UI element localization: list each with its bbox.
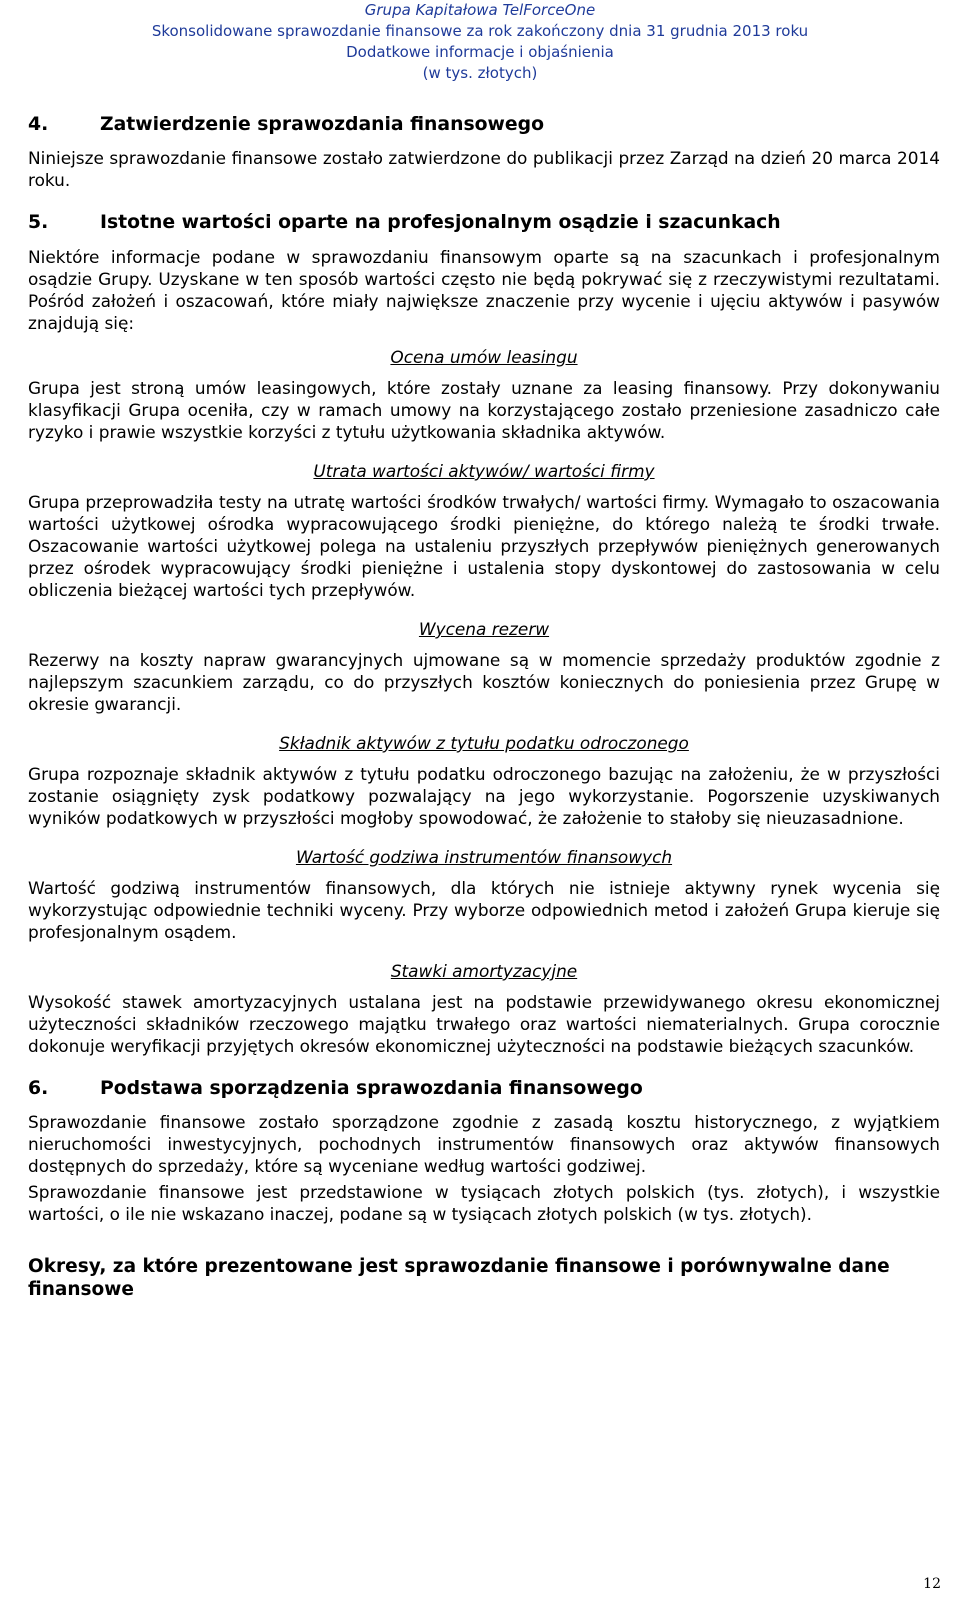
page-content (28, 113, 940, 1301)
section-number: 4. (28, 114, 49, 135)
subsection-title-impairment: Utrata wartości aktywów/ wartości firmy (313, 461, 655, 481)
section-6-text-2: Sprawozdanie finansowe jest przedstawione w tysiącach złotych polskich (tys. złotych), i wszystkie wartości, o ile nie wskazano inaczej, podane są w tysiącach złotych polskich (w tys. złotych). (28, 1182, 940, 1224)
periods-heading: Okresy, za które prezentowane jest sprawozdanie finansowe i porównywalne dane finansowe (28, 1256, 890, 1300)
subsection-text-leasing: Grupa jest stroną umów leasingowych, które zostały uznane za leasing finansowy. Przy dokonywaniu klasyfikacji Grupa oceniła, czy w ramach umowy na korzystającego zostało przeniesione zasadniczo całe ryzyko i prawie wszystkie korzyści z tytułu użytkowania składnika aktywów. (28, 378, 940, 442)
header-subtitle: Dodatkowe informacje i objaśnienia (346, 43, 614, 61)
section-number: 6. (28, 1078, 49, 1099)
section-title: Zatwierdzenie sprawozdania finansowego (100, 114, 544, 135)
subsection-title-fair-value: Wartość godziwa instrumentów finansowych (295, 847, 673, 867)
subsection-text-provisions: Rezerwy na koszty napraw gwarancyjnych ujmowane są w momencie sprzedaży produktów zgodnie z najlepszym szacunkiem zarządu, co do przyszłych kosztów koniecznych do poniesienia przez Grupę w okresie gwarancji. (28, 650, 940, 714)
section-6-heading (28, 1077, 940, 1101)
subsection-text-depreciation: Wysokość stawek amortyzacyjnych ustalana jest na podstawie przewidywanego okresu ekonomicznej użyteczności składników rzeczowego majątku trwałego oraz wartości niematerialnych. Grupa corocznie dokonuje weryfikacji przyjętych okresów ekonomicznej użyteczności na podstawie bieżących szacunków. (28, 992, 940, 1056)
section-number: 5. (28, 212, 49, 233)
header-units: (w tys. złotych) (422, 64, 538, 82)
subsection-title-provisions: Wycena rezerw (418, 619, 550, 639)
section-4-text: Niniejsze sprawozdanie finansowe zostało zatwierdzone do publikacji przez Zarząd na dzień 20 marca 2014 roku. (28, 148, 940, 190)
section-6-text-1: Sprawozdanie finansowe zostało sporządzone zgodnie z zasadą kosztu historycznego, z wyjątkiem nieruchomości inwestycyjnych, pochodnych instrumentów finansowych oraz aktywów finansowych dostępnych do sprzedaży, które są wyceniane według wartości godziwej. (28, 1112, 940, 1176)
subsection-title-leasing: Ocena umów leasingu (390, 347, 578, 367)
page-header (0, 0, 960, 84)
header-company: Grupa Kapitałowa TelForceOne (364, 1, 596, 19)
page-number: 12 (923, 1576, 941, 1592)
section-title: Podstawa sporządzenia sprawozdania finansowego (100, 1078, 643, 1099)
subsection-text-deferred-tax: Grupa rozpoznaje składnik aktywów z tytułu podatku odroczonego bazując na założeniu, że w przyszłości zostanie osiągnięty zysk podatkowy pozwalający na jego wykorzystanie. Pogorszenie uzyskiwanych wyników podatkowych w przyszłości mogłoby spowodować, że założenie to stałoby się nieuzasadnione. (28, 764, 940, 828)
section-title: Istotne wartości oparte na profesjonalnym osądzie i szacunkach (100, 212, 781, 233)
section-5-intro: Niektóre informacje podane w sprawozdaniu finansowym oparte są na szacunkach i profesjonalnym osądzie Grupy. Uzyskane w ten sposób wartości często nie będą pokrywać się z rzeczywistymi rezultatami. Pośród założeń i oszacowań, które miały największe znaczenie przy wycenie i ujęciu aktywów i pasywów znajdują się: (28, 247, 940, 333)
subsection-title-depreciation: Stawki amortyzacyjne (390, 961, 578, 981)
section-5-heading (28, 211, 940, 235)
subsection-title-deferred-tax: Składnik aktywów z tytułu podatku odroczonego (279, 733, 689, 753)
section-4-heading (28, 113, 940, 137)
subsection-text-impairment: Grupa przeprowadziła testy na utratę wartości środków trwałych/ wartości firmy. Wymagało to oszacowania wartości użytkowej ośrodka wypracowującego środki pieniężne, do którego należą te środki trwałe. Oszacowanie wartości użytkowej polega na ustaleniu przyszłych przepływów pieniężnych generowanych przez ośrodek wypracowujący środki pieniężne i ustalenia stopy dyskontowej do zastosowania w celu obliczenia bieżącej wartości tych przepływów. (28, 492, 940, 600)
header-report-title: Skonsolidowane sprawozdanie finansowe za rok zakończony dnia 31 grudnia 2013 roku (151, 22, 809, 40)
subsection-text-fair-value: Wartość godziwą instrumentów finansowych, dla których nie istnieje aktywny rynek wycenia się wykorzystując odpowiednie techniki wyceny. Przy wyborze odpowiednich metod i założeń Grupa kieruje się profesjonalnym osądem. (28, 878, 940, 942)
